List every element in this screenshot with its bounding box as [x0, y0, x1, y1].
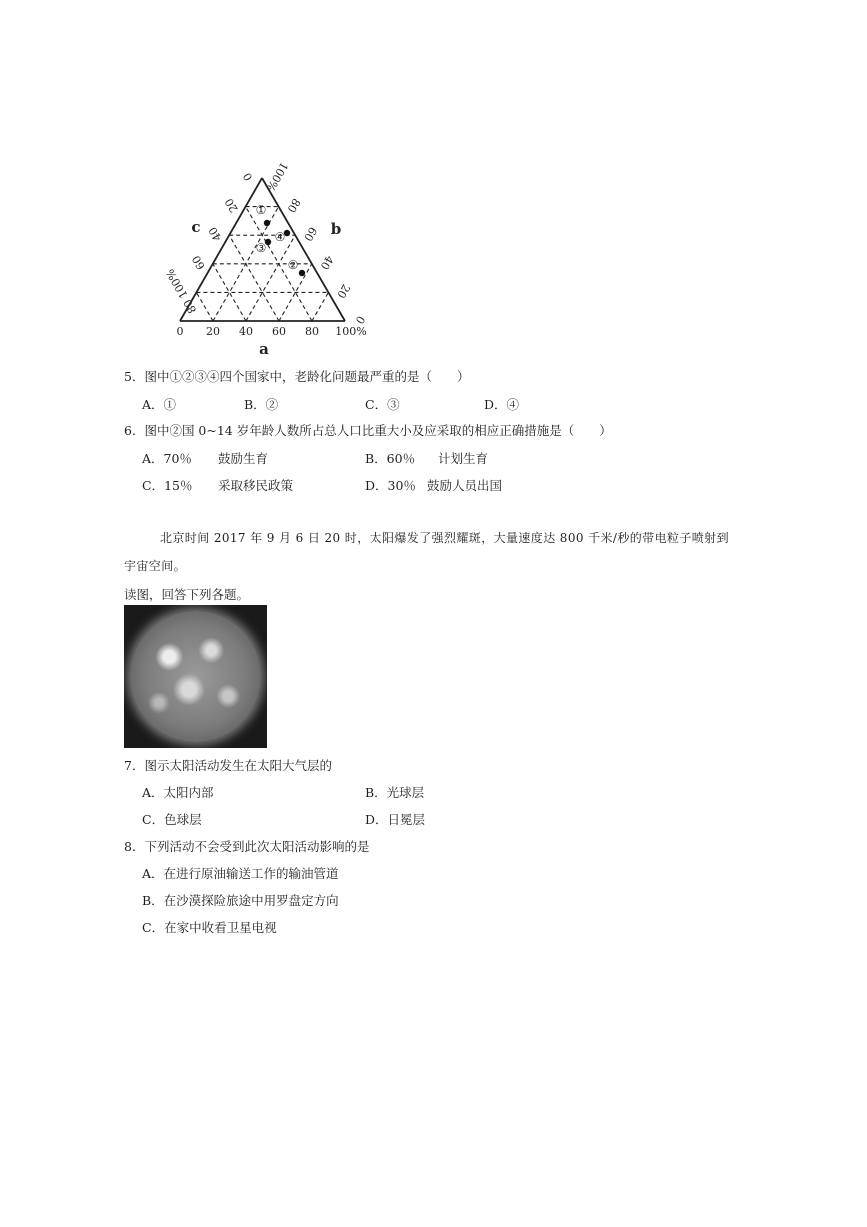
tick-label-b: 60 — [301, 224, 320, 244]
passage-line-1: 北京时间 2017 年 9 月 6 日 20 时，太阳爆发了强烈耀斑，大量速度达 800 千米/秒的带电粒子喷射到 — [160, 531, 729, 545]
q6-option-d-measure: 鼓励人员出国 — [427, 478, 503, 493]
country-point-dot — [299, 270, 305, 276]
q5-option-d: D．④ — [484, 397, 520, 412]
reading-instruction: 读图，回答下列各题。 — [124, 587, 250, 602]
axis-a-label: a — [259, 340, 269, 358]
country-point-label: ④ — [274, 230, 286, 244]
grid-line-rising — [312, 292, 328, 321]
question-7-stem: 7．图示太阳活动发生在太阳大气层的 — [124, 758, 332, 773]
tick-label-a: 60 — [272, 325, 286, 338]
q7-option-c: C．色球层 — [142, 812, 202, 827]
q6-option-a-value: A．70％ — [142, 451, 192, 466]
tick-label-a: 100% — [335, 325, 367, 338]
q6-option-b-value: B．60％ — [365, 451, 416, 466]
tick-label-a: 20 — [206, 325, 220, 338]
q8-option-a: A．在进行原油输送工作的输油管道 — [142, 866, 339, 881]
axis-c-label: c — [191, 218, 201, 236]
triangle-edge-right — [262, 178, 345, 321]
tick-label-b: 0 — [352, 313, 368, 327]
country-point-dot — [264, 220, 270, 226]
passage-line-2: 宇宙空间。 — [124, 559, 187, 573]
tick-label-b: 40 — [317, 253, 336, 272]
tick-label-c: 0 — [240, 170, 256, 184]
q6-option-c-value: C．15％ — [142, 478, 193, 493]
grid-line-rising — [246, 235, 295, 321]
q7-option-b: B．光球层 — [365, 785, 425, 800]
tick-label-b: 80 — [284, 196, 303, 215]
tick-label-b: 100% — [263, 160, 291, 194]
q7-option-a: A．太阳内部 — [142, 785, 214, 800]
q5-option-a: A．① — [142, 397, 177, 412]
grid-line-falling — [196, 292, 213, 321]
question-6-stem: 6．图中②国 0~14 岁年龄人数所占总人口比重大小及应采取的相应正确措施是（ ） — [124, 423, 612, 438]
tick-label-c: 20 — [222, 196, 241, 215]
axis-b-label: b — [330, 220, 342, 238]
tick-label-c: 60 — [189, 253, 208, 272]
grid-line-falling — [229, 235, 279, 321]
tick-label-b: 20 — [334, 281, 353, 301]
q5-option-b: B．② — [244, 397, 279, 412]
question-5-stem: 5．图中①②③④四个国家中，老龄化问题最严重的是（ ） — [124, 369, 470, 384]
tick-label-a: 80 — [305, 325, 319, 338]
ternary-diagram — [150, 160, 370, 360]
q6-option-d-value: D．30％ — [365, 478, 416, 493]
q6-option-c-measure: 采取移民政策 — [218, 478, 294, 493]
q6-option-a-measure: 鼓励生育 — [218, 451, 269, 466]
question-8-stem: 8．下列活动不会受到此次太阳活动影响的是 — [124, 839, 370, 854]
tick-label-c: 80 100% — [163, 266, 200, 316]
tick-label-a: 0 — [176, 325, 184, 338]
q6-option-b-measure: 计划生育 — [438, 451, 489, 466]
q7-option-d: D．日冕层 — [365, 812, 426, 827]
country-point-label: ① — [255, 203, 267, 217]
sun-disc — [130, 611, 261, 742]
tick-label-a: 40 — [239, 325, 253, 338]
country-point-label: ② — [287, 258, 299, 272]
sun-image — [124, 605, 267, 748]
q8-option-b: B．在沙漠探险旅途中用罗盘定方向 — [142, 893, 339, 908]
country-point-label: ③ — [255, 241, 267, 255]
q8-option-c: C．在家中收看卫星电视 — [142, 920, 277, 935]
q5-option-c: C．③ — [365, 397, 400, 412]
tick-label-c: 40 — [206, 224, 225, 244]
